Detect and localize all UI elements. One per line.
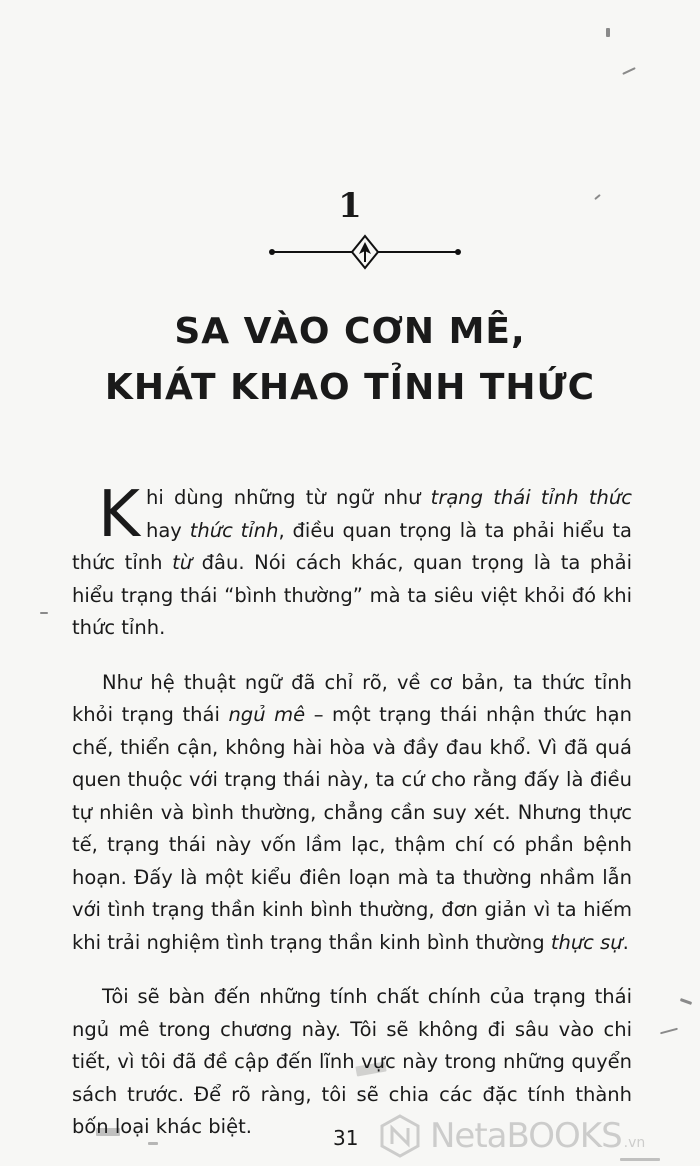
chapter-number: 1	[338, 186, 362, 226]
scan-speck	[660, 1028, 678, 1035]
paragraph-1-emphasis: thức tỉnh	[189, 518, 279, 542]
drop-cap: K	[98, 478, 140, 552]
watermark-brand: NetaBOOKS	[430, 1116, 622, 1156]
watermark-suffix: .vn	[623, 1135, 646, 1151]
scan-speck	[606, 28, 610, 37]
body-text	[72, 478, 632, 1166]
page-number: 31	[333, 1126, 359, 1150]
paragraph-1	[72, 478, 632, 645]
chapter-title-line-2: KHÁT KHAO TỈNH THỨC	[104, 367, 596, 408]
scan-speck	[622, 67, 636, 75]
paragraph-2-emphasis: ngủ mê	[228, 703, 306, 726]
chapter-title-line-1: SA VÀO CƠN MÊ,	[174, 311, 526, 352]
paragraph-1-text: , điều quan trọng là ta phải hiểu ta thức tỉnh	[72, 518, 632, 574]
scan-speck	[680, 998, 692, 1005]
paragraph-3-text: Tôi sẽ bàn đến những tính chất chính của trạng thái ngủ mê trong chương này. Tôi sẽ không đi sâu vào chi tiết, vì tôi đã đề cập đến lĩnh vực này trong những quyển sách trước. Để rõ ràng, tôi sẽ chia các đặc tính thành bốn loại khác biệt.	[72, 985, 632, 1138]
paragraph-1-text: hi dùng những từ ngữ như	[145, 486, 431, 509]
paragraph-2-text: .	[622, 930, 629, 954]
paragraph-2-text: Như hệ thuật ngữ đã chỉ rõ, về cơ bản, ta thức tỉnh khỏi trạng thái	[72, 670, 632, 726]
chapter-title	[0, 304, 700, 416]
watermark	[378, 1110, 688, 1162]
paragraph-2-emphasis: thực sự	[550, 930, 623, 954]
paragraph-1-text: hay	[145, 518, 190, 542]
chapter-divider-ornament	[268, 234, 462, 270]
paragraph-2	[72, 667, 632, 960]
paragraph-2-text: – một trạng thái nhận thức hạn chế, thiển cận, không hài hòa và đầy đau khổ. Vì đã quá quen thuộc với trạng thái này, ta cứ cho rằng đấy là điều tự nhiên và bình thường, chẳng cần suy xét. Nhưng thực tế, trạng thái này vốn lầm lạc, thậm chí có phần bệnh hoạn. Đấy là một kiểu điên loạn mà ta thường nhầm lẫn với tình trạng thần kinh bình thường, đơn giản vì ta hiếm khi trải nghiệm tình trạng thần kinh bình thường	[72, 703, 632, 954]
paragraph-1-emphasis: từ	[172, 551, 193, 574]
paragraph-1-text: đâu. Nói cách khác, quan trọng là ta phải hiểu trạng thái “bình thường” mà ta siêu việt khỏi đó khi thức tỉnh.	[72, 551, 632, 639]
paragraph-1-emphasis: trạng thái tỉnh thức	[430, 486, 632, 509]
scan-speck	[40, 612, 48, 614]
netabooks-logo-icon	[378, 1114, 422, 1158]
